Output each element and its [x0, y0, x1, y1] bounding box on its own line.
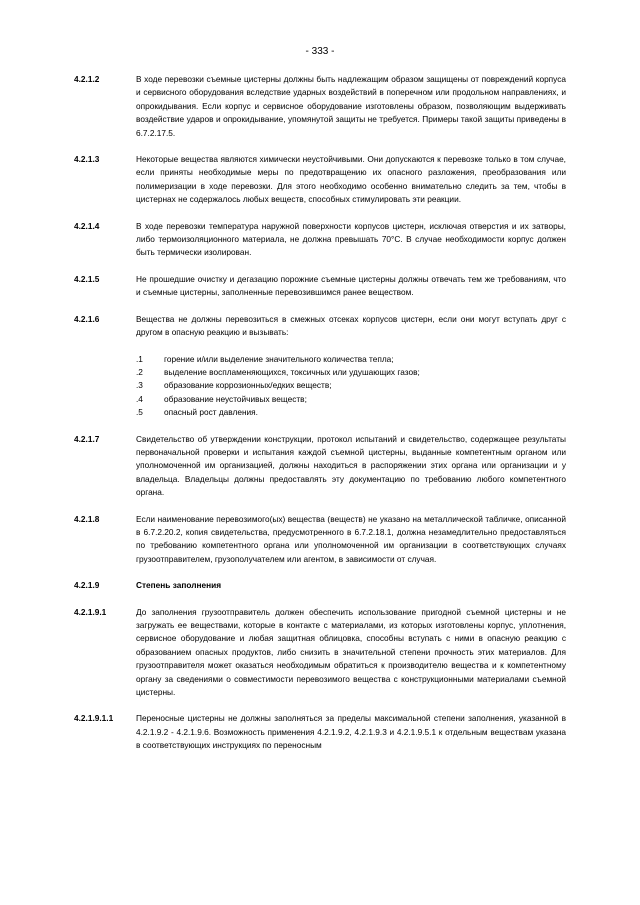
paragraph-text: Свидетельство об утверждении конструкции, протокол испытаний и свидетельство, содержащее результаты первоначальной проверки и испытания каждой съемной цистерны, выданные компетентным органом или уполномоченной им организацией, должны находиться в распоряжении этих органа или организации и у владельца. Владельцы должны предоставлять эту документацию по требованию любого компетентного органа. — [136, 433, 566, 498]
list-item-text: выделение воспламеняющихся, токсичных или удушающих газов; — [164, 366, 420, 377]
list-item — [136, 366, 566, 379]
list-item — [136, 353, 566, 366]
list-item-number: .2 — [136, 366, 143, 377]
list-item — [136, 393, 566, 406]
list-item-text: образование неустойчивых веществ; — [164, 393, 307, 404]
paragraph-4-2-1-9-1 — [74, 606, 566, 700]
paragraph-text: Некоторые вещества являются химически неустойчивыми. Они допускаются к перевозке только в том случае, если приняты необходимые меры по предотвращению их опасного разложения, преобразования или полимеризации в ходе перевозки. Для этого необходимо особенно внимательно следить за тем, чтобы в цистернах не содержалось любых веществ, способных стимулировать эти реакции. — [136, 154, 566, 205]
list-item-number: .4 — [136, 393, 143, 404]
paragraph-text: Не прошедшие очистку и дегазацию порожние съемные цистерны должны отвечать тем же требованиям, что и съемные цистерны, заполненные перевозившимся ранее веществом. — [136, 273, 566, 298]
list-item-number: .1 — [136, 353, 143, 364]
paragraph-4-2-1-6 — [74, 313, 566, 340]
page-number: - 333 - — [305, 46, 335, 57]
paragraph-number: 4.2.1.3 — [74, 154, 100, 165]
paragraph-number: 4.2.1.7 — [74, 433, 100, 444]
document-body — [74, 73, 566, 753]
paragraph-4-2-1-2 — [74, 73, 566, 140]
paragraph-number: 4.2.1.9.1.1 — [74, 713, 114, 724]
hazard-list — [136, 353, 566, 420]
paragraph-4-2-1-3 — [74, 153, 566, 207]
list-item-text: образование коррозионных/едких веществ; — [164, 380, 332, 391]
section-heading: Степень заполнения — [136, 580, 222, 591]
paragraph-text: В ходе перевозки температура наружной поверхности корпусов цистерн, исключая отверстия и их затворы, либо термоизоляционного материала, не должна превышать 70°С. В случае необходимости корпус должен быть термически изолирован. — [136, 220, 566, 258]
paragraph-4-2-1-7 — [74, 433, 566, 500]
paragraph-number: 4.2.1.5 — [74, 273, 100, 284]
paragraph-text: Если наименование перевозимого(ых) вещества (веществ) не указано на металлической табличке, описанной в 6.7.2.20.2, копия свидетельства, предусмотренного в 6.7.2.18.1, должна незамедлительно предоставляться по требованию компетентного органа или уполномоченной им организации в соответствующих случаях грузоотправителем, грузополучателем или агентом, в зависимости от случая. — [136, 513, 566, 564]
section-heading-4-2-1-9 — [74, 579, 566, 592]
paragraph-text: В ходе перевозки съемные цистерны должны быть надлежащим образом защищены от повреждений корпуса и сервисного оборудования вследствие ударных воздействий в поперечном или продольном направлениях, и опрокидывания. Если корпус и сервисное оборудование изготовлены образом, позволяющим выдерживать воздействие ударов и опрокидывание, упомянутой защиты не требуется. Примеры такой защиты приведены в 6.7.2.17.5. — [136, 74, 566, 138]
list-item-text: горение и/или выделение значительного количества тепла; — [164, 353, 394, 364]
paragraph-4-2-1-5 — [74, 273, 566, 300]
paragraph-number: 4.2.1.9.1 — [74, 606, 107, 617]
list-item-number: .5 — [136, 407, 143, 418]
paragraph-number: 4.2.1.2 — [74, 74, 100, 84]
paragraph-number: 4.2.1.8 — [74, 513, 100, 524]
paragraph-number: 4.2.1.9 — [74, 580, 100, 591]
list-item — [136, 379, 566, 392]
list-item-number: .3 — [136, 380, 143, 391]
paragraph-text: Переносные цистерны не должны заполняться за пределы максимальной степени заполнения, указанной в 4.2.1.9.2 - 4.2.1.9.6. Возможность применения 4.2.1.9.2, 4.2.1.9.3 и 4.2.1.9.5.1 к отдельным веществам указана в соответствующих инструкциях по переносным — [136, 713, 566, 751]
paragraph-number: 4.2.1.4 — [74, 220, 100, 231]
list-item — [136, 406, 566, 419]
paragraph-text: Вещества не должны перевозиться в смежных отсеках корпусов цистерн, если они могут вступать друг с другом в опасную реакцию и вызывать: — [136, 313, 566, 338]
paragraph-number: 4.2.1.6 — [74, 313, 100, 324]
paragraph-4-2-1-8 — [74, 513, 566, 567]
paragraph-4-2-1-9-1-1 — [74, 712, 566, 752]
paragraph-text: До заполнения грузоотправитель должен обеспечить использование пригодной съемной цистерны и не загружать ее веществами, которые в контакте с материалами, из которых изготовлены корпус, уплотнения, сервисное оборудование и любая защитная облицовка, способны вступать с ними в опасную реакцию с образованием опасных продуктов, либо снизить в значительной степени прочность этих материалов. Для грузоотправителя может оказаться необходимым обратиться к производителю вещества и к компетентному органу за сведениями о совместимости перевозимого вещества с конструкционными материалами съемной цистерны. — [136, 606, 566, 698]
list-item-text: опасный рост давления. — [164, 407, 258, 418]
paragraph-4-2-1-4 — [74, 220, 566, 260]
